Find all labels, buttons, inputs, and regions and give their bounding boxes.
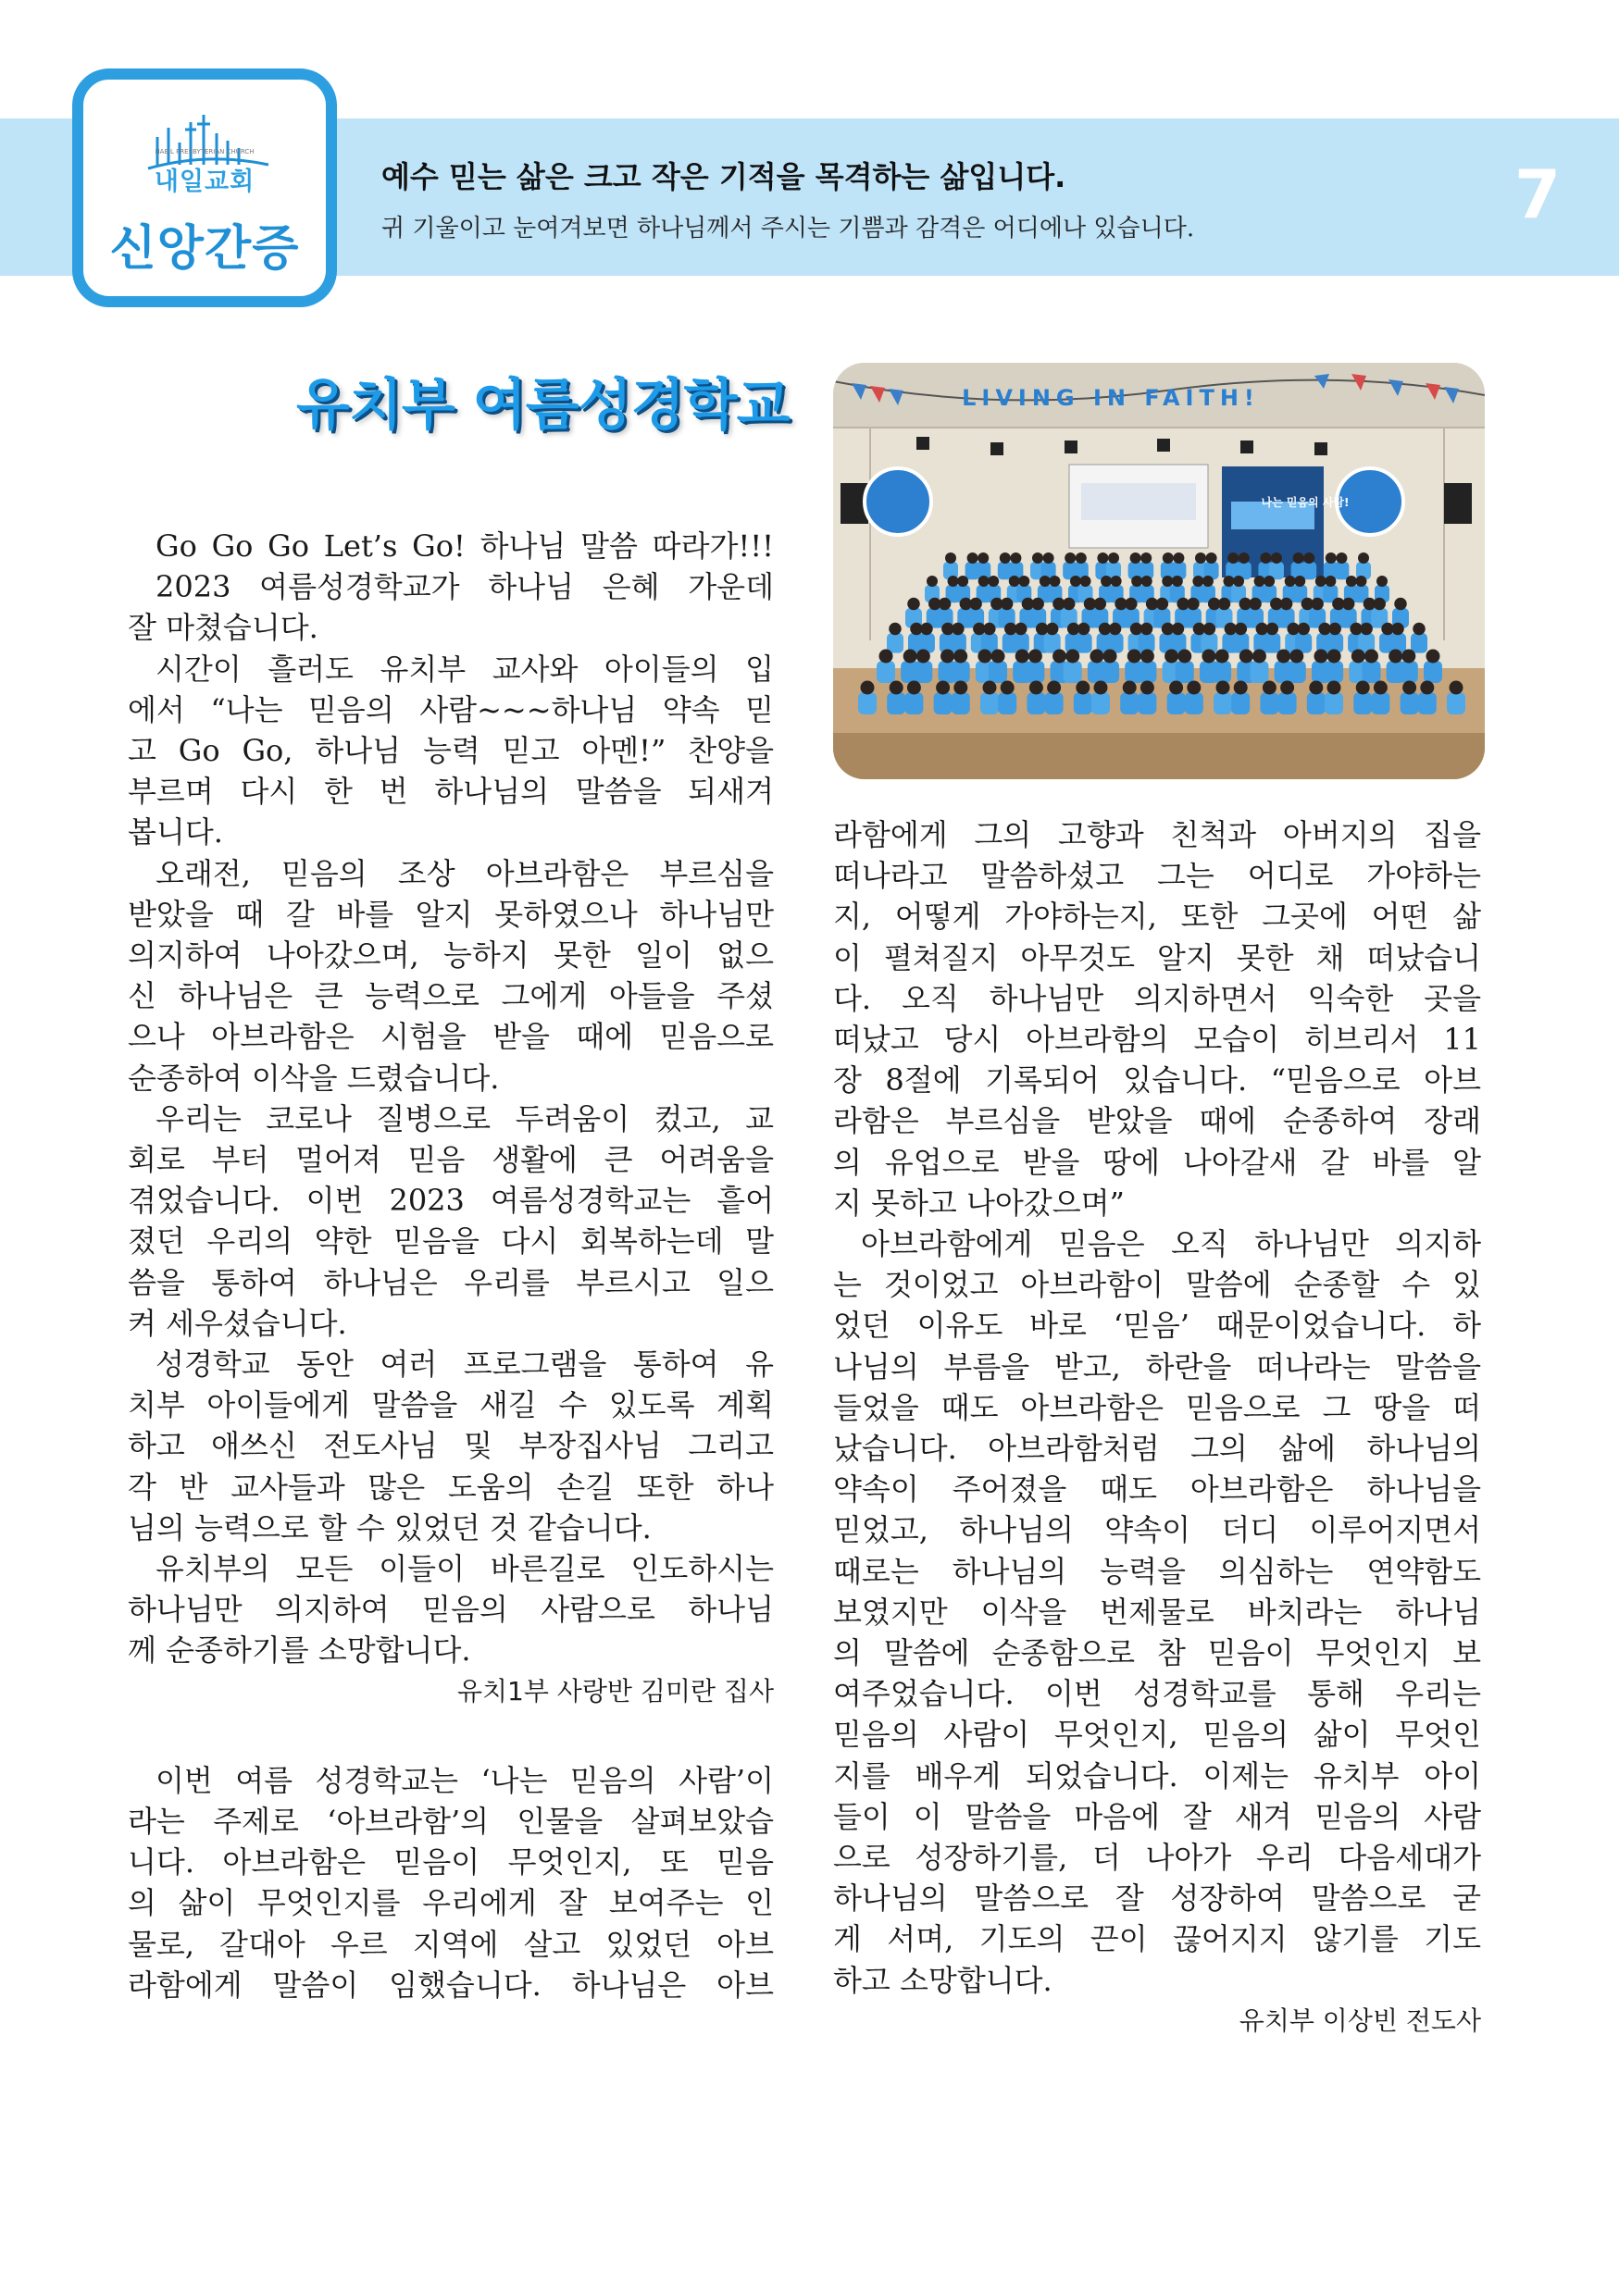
person-head [1327, 650, 1341, 664]
text-line: 우리는 코로나 질병으로 두려움이 컸고, 교 [156, 1100, 774, 1136]
person-head [1351, 650, 1365, 664]
person-figure [1325, 661, 1343, 683]
person-figure [1026, 661, 1044, 683]
author-signature: 유치1부 사랑반 김미란 집사 [456, 1675, 774, 1706]
person-head [1163, 552, 1174, 564]
person-head [1123, 681, 1137, 695]
person-head [952, 623, 965, 636]
person-head [1108, 552, 1119, 564]
person-head [1192, 576, 1203, 587]
person-head [1156, 598, 1169, 611]
text-line: 떠나라고 말씀하셨고 그는 어디로 가야하는 [833, 858, 1481, 894]
person-head [1215, 650, 1229, 664]
person-figure [1278, 692, 1297, 714]
person-head [1373, 598, 1386, 611]
person-head [1203, 623, 1216, 636]
person-figure [1231, 692, 1250, 714]
person-head [988, 576, 999, 587]
person-head [1029, 681, 1043, 695]
person-head [1015, 623, 1027, 636]
text-line: 아브라함에게 믿음은 오직 하나님만 의지하 [861, 1226, 1481, 1262]
person-figure [1176, 661, 1194, 683]
person-head [1277, 650, 1290, 664]
person-figure [1325, 692, 1343, 714]
person-head [1374, 681, 1388, 695]
person-head [1356, 681, 1370, 695]
text-line: 지를 배우게 되었습니다. 이제는 유치부 아이 [833, 1757, 1481, 1793]
text-line: 봅니다. [128, 814, 223, 850]
person-figure [952, 661, 970, 683]
person-head [1235, 623, 1248, 636]
person-head [1252, 650, 1266, 664]
person-figure [914, 661, 932, 683]
text-line: 졌던 우리의 약한 믿음을 다시 회복하는데 말 [128, 1223, 774, 1260]
person-head [1140, 623, 1153, 636]
text-line: 으나 아브라함은 시험을 받을 때에 믿음으로 [128, 1019, 774, 1055]
person-head [1402, 681, 1416, 695]
person-head [1239, 552, 1250, 564]
person-head [1140, 681, 1154, 695]
person-head [1047, 681, 1061, 695]
sign-text: 나는 믿음의 사람! [1261, 496, 1350, 509]
person-figure [934, 692, 953, 714]
person-head [1043, 552, 1054, 564]
person-figure [1091, 692, 1110, 714]
person-head [1336, 552, 1347, 564]
person-head [1293, 552, 1304, 564]
person-head [1187, 598, 1200, 611]
person-figure [1447, 692, 1465, 714]
person-figure [1288, 661, 1306, 683]
person-figure [952, 692, 970, 714]
text-line: 으로 성장하기를, 더 나아가 우리 다음세대가 [833, 1840, 1481, 1876]
person-head [1031, 598, 1044, 611]
text-line: 보였지만 이삭을 번제물로 바치라는 하나님 [833, 1594, 1481, 1630]
person-head [1216, 681, 1230, 695]
person-figure [1167, 692, 1186, 714]
text-line: 신 하나님은 큰 능력으로 그에게 아들을 주셨 [128, 978, 774, 1014]
person-head [1076, 552, 1087, 564]
person-head [1140, 650, 1154, 664]
text-line: 들었을 때도 아브라함은 믿음으로 그 땅을 떠 [833, 1389, 1481, 1425]
person-figure [989, 661, 1007, 683]
person-head [1263, 681, 1277, 695]
person-head [1018, 576, 1029, 587]
person-head [1052, 650, 1066, 664]
person-head [1294, 576, 1305, 587]
text-line: 지 못하고 나아갔으며” [833, 1185, 1125, 1221]
text-line: 떠났고 당시 아브라함의 모습이 히브리서 11 [833, 1022, 1481, 1058]
person-head [890, 681, 903, 695]
text-line: 들이 이 말씀을 마음에 잘 새겨 믿음의 사람 [833, 1798, 1481, 1834]
person-head [1046, 623, 1059, 636]
text-line: 이 펼쳐질지 아무것도 알지 못한 채 떠났습니 [833, 939, 1481, 975]
person-head [1309, 681, 1323, 695]
person-figure [1214, 692, 1232, 714]
group-photo [833, 363, 1485, 779]
text-line: 의 삶이 무엇인지를 우리에게 잘 보여주는 인 [128, 1885, 774, 1921]
person-head [1177, 650, 1191, 664]
person-head [1271, 552, 1282, 564]
person-figure [1371, 692, 1389, 714]
church-name: 내일교회 [154, 168, 255, 196]
text-line: 시간이 흘러도 유치부 교사와 아이들의 입 [156, 651, 774, 687]
person-head [1249, 598, 1262, 611]
person-figure [1401, 692, 1419, 714]
person-head [1040, 576, 1051, 587]
person-head [969, 598, 982, 611]
person-head [1346, 576, 1357, 587]
person-head [1187, 681, 1201, 695]
person-figure [877, 661, 895, 683]
person-head [1101, 576, 1112, 587]
person-head [1173, 552, 1184, 564]
text-line: 겪었습니다. 이번 2023 여름성경학교는 흩어 [128, 1183, 774, 1219]
person-head [1202, 576, 1214, 587]
person-head [967, 552, 978, 564]
text-line: 고 Go Go, 하나님 능력 믿고 아멘!” 찬양을 [128, 733, 774, 769]
person-figure [1138, 692, 1156, 714]
person-head [1450, 681, 1463, 695]
person-head [861, 681, 875, 695]
person-head [903, 650, 917, 664]
person-head [1342, 598, 1355, 611]
person-head [1140, 552, 1152, 564]
group-photo-image [833, 363, 1485, 779]
text-line: 게 서며, 기도의 끈이 끊어지지 않기를 기도 [833, 1921, 1481, 1957]
person-head [1125, 598, 1138, 611]
person-head [1239, 650, 1253, 664]
person-head [940, 650, 954, 664]
person-head [1094, 681, 1108, 695]
person-head [1172, 576, 1183, 587]
person-figure [1250, 661, 1268, 683]
person-head [1280, 681, 1294, 695]
text-line: 하고 소망합니다. [833, 1962, 1052, 1998]
person-head [1358, 552, 1369, 564]
person-head [1131, 576, 1142, 587]
text-line: 니다. 아브라함은 믿음이 무엇인지, 또 믿음 [128, 1844, 774, 1880]
text-line: 라함에게 말씀이 임했습니다. 하나님은 아브 [128, 1967, 774, 2003]
person-head [983, 623, 996, 636]
person-head [1065, 552, 1076, 564]
person-head [1364, 650, 1378, 664]
person-head [1315, 576, 1326, 587]
person-head [1111, 576, 1122, 587]
person-head [1162, 576, 1173, 587]
person-figure [1064, 661, 1082, 683]
person-head [1164, 650, 1178, 664]
headline: 예수 믿는 삶은 크고 작은 기적을 목격하는 삶입니다. [381, 159, 1066, 194]
person-head [1280, 598, 1293, 611]
person-head [1109, 623, 1122, 636]
person-figure [1120, 692, 1139, 714]
text-line: 하고 애쓰신 전도사님 및 부장집사님 그리고 [128, 1428, 774, 1464]
person-head [1326, 552, 1337, 564]
person-head [1327, 681, 1341, 695]
person-head [1090, 650, 1103, 664]
person-head [1103, 650, 1117, 664]
text-line: 다. 오직 하나님만 의지하면서 익숙한 곳을 [833, 980, 1481, 1016]
person-head [1314, 650, 1327, 664]
person-head [978, 650, 991, 664]
person-figure [1400, 661, 1418, 683]
paragraph-gap [128, 1712, 774, 1760]
person-head [945, 552, 956, 564]
person-head [939, 598, 951, 611]
text-line: 이번 여름 성경학교는 ‘나는 믿음의 사람’이 [156, 1762, 774, 1798]
text-line: 때로는 하나님의 능력을 의심하는 연약함도 [833, 1553, 1481, 1589]
person-head [1376, 576, 1388, 587]
person-head [1080, 576, 1091, 587]
text-line: 장 8절에 기록되어 있습니다. “믿음으로 아브 [833, 1062, 1481, 1098]
person-head [1195, 552, 1206, 564]
person-head [1000, 552, 1011, 564]
section-badge [72, 68, 337, 307]
person-head [1285, 576, 1296, 587]
person-head [1127, 650, 1141, 664]
text-line: 의 말씀에 순종함으로 참 믿음이 무엇인지 보 [833, 1635, 1481, 1671]
person-head [920, 623, 933, 636]
text-line: 켜 세우셨습니다. [128, 1305, 347, 1341]
person-head [1233, 576, 1244, 587]
person-figure [1411, 633, 1427, 653]
text-line: 께 순종하기를 소망합니다. [128, 1632, 471, 1669]
person-figure [887, 633, 903, 653]
person-figure [1362, 661, 1380, 683]
person-head [957, 576, 968, 587]
person-head [1303, 552, 1314, 564]
text-line: 성경학교 동안 여러 프로그램을 통하여 유 [156, 1347, 774, 1383]
person-figure [1264, 633, 1280, 653]
person-head [1218, 598, 1231, 611]
person-head [1172, 623, 1185, 636]
person-head [1065, 650, 1079, 664]
person-head [1076, 681, 1090, 695]
person-figure [858, 692, 877, 714]
person-head [1094, 598, 1107, 611]
person-head [1049, 576, 1060, 587]
person-head [1001, 681, 1015, 695]
person-head [1063, 598, 1076, 611]
person-head [1264, 576, 1275, 587]
person-head [1355, 576, 1366, 587]
person-head [1028, 650, 1042, 664]
person-head [1141, 576, 1152, 587]
text-line: 났습니다. 아브라함처럼 그의 삶에 하나님의 [833, 1431, 1481, 1467]
text-line: 의지하여 나아갔으며, 능하지 못한 일이 없으 [128, 937, 774, 974]
person-head [1130, 552, 1141, 564]
person-head [953, 681, 967, 695]
person-head [1391, 623, 1404, 636]
person-head [1266, 623, 1279, 636]
text-line: 는 것이었고 아브라함이 말씀에 순종할 수 있 [833, 1267, 1481, 1303]
person-head [1360, 623, 1373, 636]
person-head [1394, 598, 1407, 611]
text-line: 님의 능력으로 할 수 있었던 것 같습니다. [128, 1509, 652, 1545]
banner-text: LIVING IN FAITH! [962, 385, 1260, 411]
person-head [1010, 552, 1021, 564]
person-head [1311, 598, 1324, 611]
article-title: 유치부 여름성경학교 [296, 373, 790, 438]
person-head [936, 681, 950, 695]
text-line: 었던 이유도 바로 ‘믿음’ 때문이었습니다. 하 [833, 1308, 1481, 1344]
person-figure [1185, 692, 1203, 714]
person-head [1206, 552, 1217, 564]
person-head [1297, 623, 1310, 636]
text-line: 유치부의 모든 이들이 바른길로 인도하시는 [156, 1551, 774, 1587]
person-figure [1424, 661, 1442, 683]
person-figure [1076, 633, 1092, 653]
text-line: 하나님의 말씀으로 잘 성장하여 말씀으로 굳 [833, 1880, 1481, 1917]
text-line: 치부 아이들에게 말씀을 새길 수 있도록 계획 [128, 1387, 774, 1423]
text-line: 오래전, 믿음의 조상 아브라함은 부르심을 [156, 855, 774, 891]
person-figure [1101, 661, 1119, 683]
person-head [1077, 623, 1090, 636]
person-head [1169, 681, 1183, 695]
text-line: 여주었습니다. 이번 성경학교를 통해 우리는 [833, 1676, 1481, 1712]
person-figure [1307, 692, 1326, 714]
text-line: 에서 “나는 믿음의 사람~~~하나님 약속 믿 [128, 691, 774, 727]
text-line: 의 유업으로 받을 땅에 나아갈새 갈 바를 알 [833, 1144, 1481, 1180]
person-head [1032, 552, 1043, 564]
person-head [1426, 650, 1440, 664]
right-column [833, 814, 1481, 2042]
text-line: 라는 주제로 ‘아브라함’의 인물을 살펴보았습 [128, 1803, 774, 1839]
person-head [927, 576, 938, 587]
person-figure [1027, 692, 1045, 714]
person-figure [887, 692, 905, 714]
person-figure [1045, 692, 1064, 714]
person-head [1234, 681, 1248, 695]
text-line: 잘 마쳤습니다. [128, 610, 318, 646]
person-head [1420, 681, 1434, 695]
person-head [1289, 650, 1303, 664]
person-figure [1213, 661, 1231, 683]
person-head [978, 552, 989, 564]
person-head [889, 623, 902, 636]
text-line: 각 반 교사들과 많은 도움의 손길 또한 하나 [128, 1469, 774, 1505]
church-subtitle: NAEIL PRESBYTERIAN CHURCH [155, 148, 255, 155]
person-head [1009, 576, 1020, 587]
section-title: 신앙간증 [109, 221, 300, 277]
person-head [978, 576, 990, 587]
person-figure [904, 692, 923, 714]
text-line: 부르며 다시 한 번 하나님의 말씀을 되새겨 [128, 774, 774, 810]
page-number: 7 [1514, 155, 1562, 233]
person-head [1389, 650, 1402, 664]
text-line: 약속이 주어졌을 때도 아브라함은 하나님을 [833, 1471, 1481, 1508]
subheadline: 귀 기울이고 눈여겨보면 하나님께서 주시는 기쁨과 감격은 어디에나 있습니다. [381, 215, 1195, 242]
person-head [1325, 576, 1336, 587]
text-line: 물로, 갈대아 우르 지역에 살고 있었던 아브 [128, 1926, 774, 1962]
text-line: 씀을 통하여 하나님은 우리를 부르시고 일으 [128, 1264, 774, 1300]
person-head [1260, 552, 1271, 564]
author-signature: 유치부 이상빈 전도사 [1239, 2004, 1481, 2036]
person-figure [1301, 562, 1316, 579]
person-figure [980, 692, 999, 714]
person-figure [998, 692, 1016, 714]
person-head [1223, 576, 1234, 587]
text-line: 지, 어떻게 가야하는지, 또한 그곳에 어떤 삶 [833, 899, 1481, 935]
text-line: 하나님만 의지하여 믿음의 사람으로 하나님 [128, 1592, 774, 1628]
person-figure [1334, 562, 1349, 579]
person-figure [1353, 692, 1372, 714]
text-line: 회로 부터 멀어져 믿음 생활에 큰 어려움을 [128, 1142, 774, 1178]
person-head [879, 650, 893, 664]
person-head [1001, 598, 1014, 611]
person-head [916, 650, 930, 664]
person-head [1070, 576, 1081, 587]
text-line: 받았을 때 갈 바를 알지 못하였으나 하나님만 [128, 896, 774, 932]
person-head [1097, 552, 1108, 564]
person-head [1227, 552, 1239, 564]
person-head [907, 681, 921, 695]
text-line: 라함은 부르심을 받았을 때에 순종하여 장래 [833, 1103, 1481, 1139]
person-head [1328, 623, 1341, 636]
text-line: 2023 여름성경학교가 하나님 은혜 가운데 [156, 569, 774, 605]
person-figure [1074, 692, 1092, 714]
person-head [948, 576, 959, 587]
person-head [1015, 650, 1029, 664]
text-line: 순종하여 이삭을 드렸습니다. [128, 1060, 500, 1096]
person-figure [1138, 661, 1156, 683]
text-line: 믿었고, 하나님의 약속이 더디 이루어지면서 [833, 1512, 1481, 1548]
person-figure [1418, 692, 1437, 714]
text-line: 나님의 부름을 받고, 하란을 떠나라는 말씀을 [833, 1348, 1481, 1384]
person-head [907, 598, 920, 611]
person-head [1202, 650, 1215, 664]
text-line: Go Go Go Let’s Go! 하나님 말씀 따라가!!! [156, 528, 774, 564]
person-figure [1260, 692, 1278, 714]
person-head [983, 681, 997, 695]
text-line: 라함에게 그의 고향과 친척과 아버지의 집을 [833, 817, 1481, 852]
person-head [991, 650, 1005, 664]
left-column [128, 526, 774, 2005]
person-head [1413, 623, 1426, 636]
text-line: 믿음의 사람이 무엇인지, 믿음의 삶이 무엇인 [833, 1717, 1481, 1753]
person-head [1254, 576, 1265, 587]
person-head [1401, 650, 1415, 664]
person-head [953, 650, 967, 664]
